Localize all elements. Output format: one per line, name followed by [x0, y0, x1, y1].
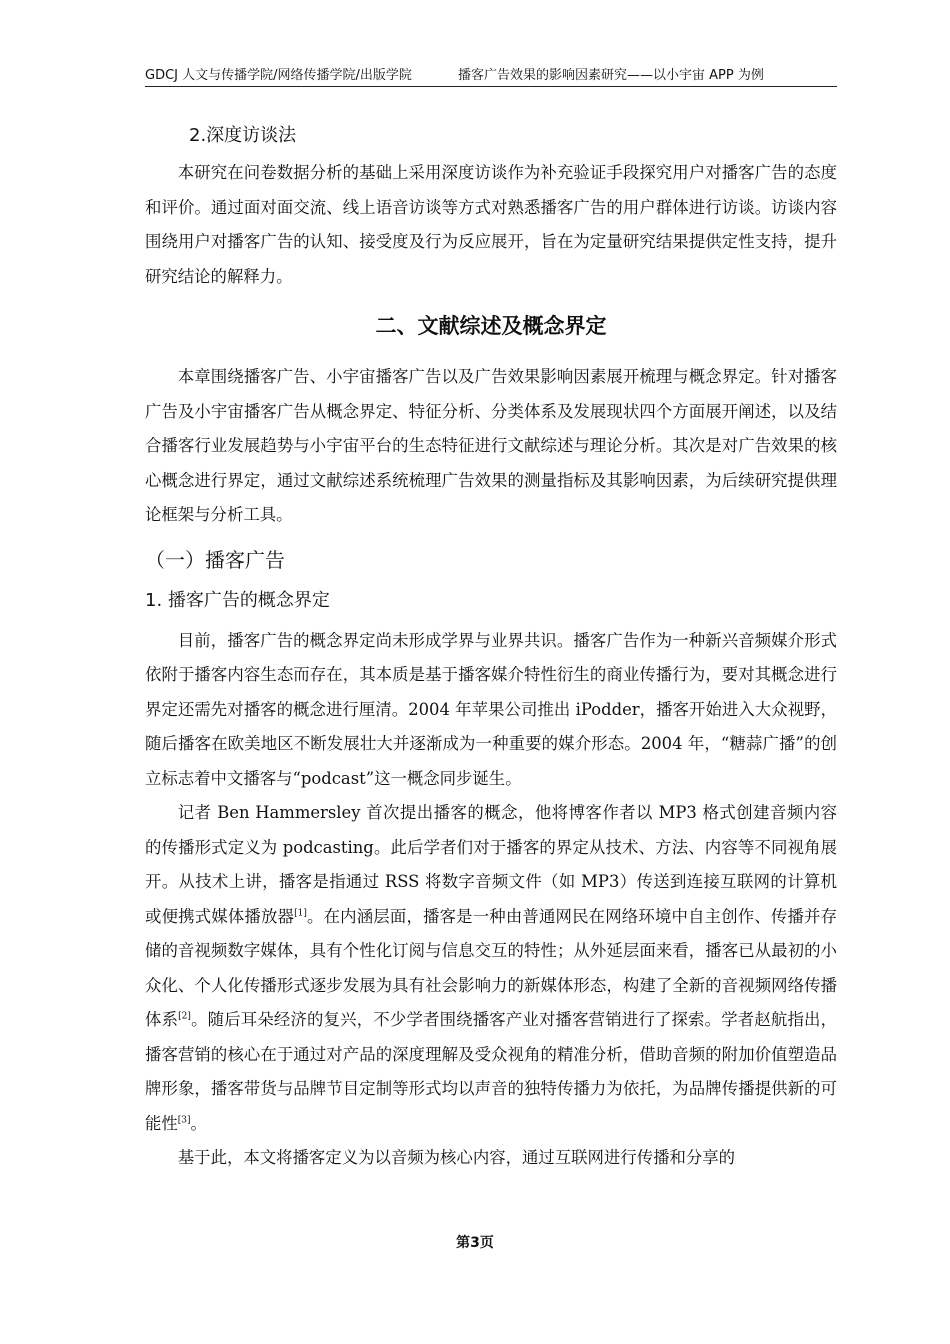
subsection-heading: 1. 播客广告的概念界定 — [145, 589, 330, 611]
paragraph-2-text-a: 记者 Ben Hammersley 首次提出播客的概念，他将博客作者以 MP3 格式创建音频内容的传播形式定义为 podcasting。此后学者们对于播客的界定从技术、方法、内容等不同视角展开。从技术上讲，播客是指通过 RSS 将数字音频文件（如 MP3）传送到连接互联网的计算机或便携式媒体播放器 — [145, 803, 837, 926]
body-paragraph-3: 基于此，本文将播客定义为以音频为核心内容，通过互联网进行传播和分享的 — [177, 1148, 736, 1167]
method-heading: 2.深度访谈法 — [189, 125, 297, 146]
citation-3[interactable]: [3] — [177, 1115, 191, 1126]
citation-2[interactable]: [2] — [178, 1011, 191, 1022]
page-number: 第3页 — [456, 1235, 494, 1251]
header-institution: GDCJ 人文与传播学院/网络传播学院/出版学院 — [145, 68, 412, 83]
section-heading: （一）播客广告 — [145, 547, 285, 572]
body-paragraph-2 — [145, 796, 837, 1141]
chapter-title: 二、文献综述及概念界定 — [375, 314, 607, 338]
running-header — [145, 66, 837, 87]
header-thesis-title: 播客广告效果的影响因素研究——以小宇宙 APP 为例 — [458, 68, 764, 83]
paragraph-2-text-c: 。随后耳朵经济的复兴，不少学者围绕播客产业对播客营销进行了探索。学者赵航指出，播客营销的核心在于通过对产品的深度理解及受众视角的精准分析，借助音频的附加价值塑造品牌形象，播客带货与品牌节目定制等形式均以声音的独特传播力为依托，为品牌传播提供新的可能性 — [145, 1010, 838, 1133]
chapter-intro-paragraph: 本章围绕播客广告、小宇宙播客广告以及广告效果影响因素展开梳理与概念界定。针对播客广告及小宇宙播客广告从概念界定、特征分析、分类体系及发展现状四个方面展开阐述，以及结合播客行业发展趋势与小宇宙平台的生态特征进行文献综述与理论分析。其次是对广告效果的核心概念进行界定，通过文献综述系统梳理广告效果的测量指标及其影响因素，为后续研究提供理论框架与分析工具。 — [145, 367, 837, 524]
page-body — [145, 118, 837, 1176]
citation-1[interactable]: [1] — [294, 908, 307, 919]
paragraph-2-text-b: 。在内涵层面，播客是一种由普通网民在网络环境中自主创作、传播并存储的音视频数字媒体，具有个性化订阅与信息交互的特性；从外延层面来看，播客已从最初的小众化、个人化传播形式逐步发展为具有社会影响力的新媒体形态，构建了全新的音视频网络传播体系 — [145, 906, 838, 1029]
paragraph-2-text-d: 。 — [190, 1113, 207, 1133]
method-paragraph: 本研究在问卷数据分析的基础上采用深度访谈作为补充验证手段探究用户对播客广告的态度和评价。通过面对面交流、线上语音访谈等方式对熟悉播客广告的用户群体进行访谈。访谈内容围绕用户对播客广告的认知、接受度及行为反应展开，旨在为定量研究结果提供定性支持，提升研究结论的解释力。 — [145, 163, 837, 286]
body-paragraph-1: 目前，播客广告的概念界定尚未形成学界与业界共识。播客广告作为一种新兴音频媒介形式依附于播客内容生态而存在，其本质是基于播客媒介特性衍生的商业传播行为，要对其概念进行界定还需先对播客的概念进行厘清。2004 年苹果公司推出 iPodder，播客开始进入大众视野，随后播客在欧美地区不断发展壮大并逐渐成为一种重要的媒介形态。2004 年，“糖蒜广播”的创立标志着中文播客与“podcast”这一概念同步诞生。 — [145, 630, 837, 788]
